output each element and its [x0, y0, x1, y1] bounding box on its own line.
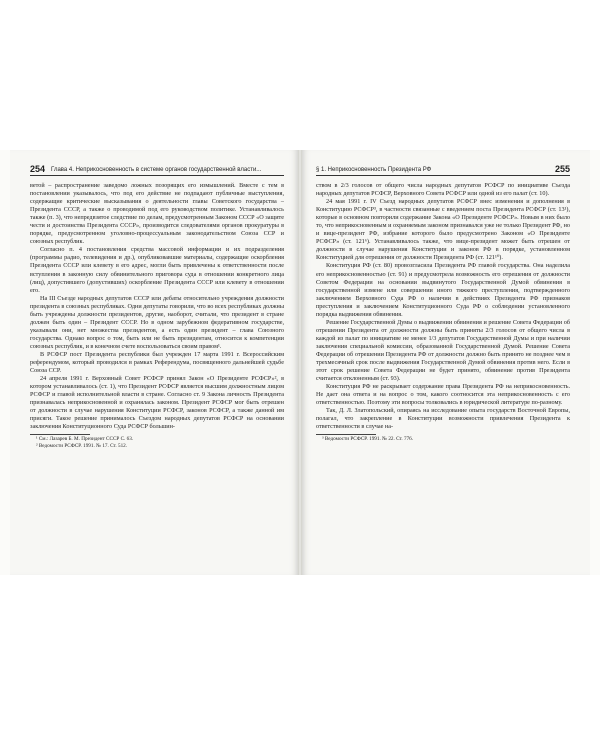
paragraph: 24 апреля 1991 г. Верховный Совет РСФСР принял Закон «О Президенте РСФСР»², в котором устанавливалось (ст. 1), что Президент РСФСР является высшим должностным лицом РСФСР и главой исполнительной власти в стране. Согласно ст. 9 Закона личность Президента признавалась неприкосновенной и охранялась законом. Президент РСФСР мог быть отрешен от должности в случае нарушения Конституции РСФСР, законов РСФСР, а также данной им присяги. Такое решение принималось Съездом народных депутатов РСФСР на основании заключения Конституционного Суда РСФСР большин-: [30, 375, 284, 431]
paragraph: ством в 2/3 голосов от общего числа народных депутатов РСФСР по инициативе Съезда народных депутатов РСФСР, Верховного Совета РСФСР или одной из его палат (ст. 10).: [316, 182, 570, 198]
footnote-rule: [316, 434, 376, 435]
paragraph: Согласно п. 4 постановления средства массовой информации и их подразделения (программы радио, телевидения и др.), опубликовавшие материалы, содержащие оскорбления Президента СССР или клевету в его адрес, могли быть привлечены к ответственности после вступления в законную силу обвинительного приговора суда в отношении конкретного лица (лиц), допустившего (допустивших) оскорбление Президента СССР или клевету в отношении его.: [30, 246, 284, 294]
right-running-head: § 1. Неприкосновенность Президента РФ: [316, 167, 432, 173]
background-top: [0, 0, 600, 150]
paragraph: Конституция РФ не раскрывает содержание права Президента РФ на неприкосновенность. Не дает она ответа и на вопрос о том, какого соотносится эта неприкосновенность с его ответственностью. Поэтому эти вопросы толковались в юридической литературе по-разному.: [316, 383, 570, 407]
paragraph: Конституция РФ (ст. 80) провозгласила Президента РФ главой государства. Она наделила его неприкосновенностью (ст. 91) и предусмотрела возможность его отрешения от должности Советом Федерации на основании выдвинутого Государственной Думой обвинения в государственной измене или совершении иного тяжкого преступления, подтвержденного заключением Верховного Суда РФ о наличии в действиях Президента РФ признаков преступления и заключением Конституционного Суда РФ о соблюдении установленного порядка выдвижения обвинения.: [316, 262, 570, 318]
paragraph: В РСФСР пост Президента республики был учрежден 17 марта 1991 г. Всероссийским референдумом, который проводился в рамках Референдума, посвященного дальнейшей судьбе Союза ССР.: [30, 350, 284, 375]
paragraph: На III Съезде народных депутатов СССР или дебаты относительно учреждения должности президента в союзных республиках. Одни депутаты говорили, что во всех республиках должны быть учреждены должности президентов, другие, наоборот, считали, что президент в стране должен быть один – Президент СССР. Но в одном зарубежном федеративном государстве, указывали они, нет множества президентов, а есть один президент – глава Союзного государства. Однако вопрос о том, быть или не быть президентам, относится к компетенции союзных республик, и в конечном счете воспользоваться своим правом¹.: [30, 294, 284, 350]
left-page-body: [30, 182, 284, 450]
left-page-header: [30, 162, 284, 176]
paragraph: Так, Д. Л. Златопольский, опираясь на исследование опыта государств Восточной Европы, полагал, что закрепление в Конституции возможности привлечения Президента к ответственности в случае на-: [316, 407, 570, 431]
footnote: ¹ См.: Лазарев Б. М. Президент СССР С. 63.: [36, 436, 134, 443]
background-bottom: [0, 575, 600, 750]
right-page: [302, 150, 590, 575]
paragraph: 24 мая 1991 г. IV Съезд народных депутатов РСФСР внес изменения и дополнения в Конституцию РСФСР³, в частности связанные с введением поста Президента РСФСР (ст. 13¹), которые в основном повторили содержание Закона «О Президенте РСФСР». Новым в них было то, что неприкосновенным и охраняемым законом признавался уже не только Президент РФ, но и вице-президент РФ, избрание которого было предусмотрено Законом «О Президенте РСФСР» (ст. 121⁶). Устанавливалось также, что вице-президент может быть отрешен от должности в случае нарушения Конституции и законов РФ в порядке, установленном Конституцией для отрешения от должности Президента РФ (ст. 121¹⁰).: [316, 198, 570, 262]
left-page-number: 254: [30, 164, 46, 174]
footnote: ³ Ведомости РСФСР. 1991. № 22. Ст. 776.: [322, 436, 414, 443]
right-page-number: 255: [554, 164, 570, 174]
paragraph: ветой – распространение заведомо ложных позорящих его измышлений. Вместе с тем в постановлении указывалось, что под его действие не подпадают публичные выступления, содержащие критические высказывания о деятельности главы Советского государства – Президента СССР, а также о проводимой под его руководством политике. Устанавливалось также (п. 3), что непредвзятое следствие по делам, предусмотренным Законом СССР «О защите чести и достоинства Президента СССР», производится следователями органов прокуратуры в порядке, предусмотренном уголовно-процессуальным законодательством Союза ССР и союзных республик.: [30, 182, 284, 246]
footnote-rule: [30, 434, 90, 435]
right-page-body: [316, 182, 570, 443]
left-page: [10, 150, 298, 575]
paragraph: Решение Государственной Думы о выдвижении обвинения и решение Совета Федерации об отрешении Президента от должности должны быть приняты 2/3 голосов от общего числа в каждой из палат по инициативе не менее 1/3 депутатов Государственной Думы и при наличии заключения специальной комиссии, образованной Государственной Думой. Решение Совета Федерации об отрешении Президента РФ от должности должно быть принято не позднее чем в трехмесячный срок после выдвижения Государственной Думой обвинения против него. Если в этот срок решение Совета Федерации не будет принято, обвинение против Президента считается отклоненным (ст. 93).: [316, 318, 570, 383]
left-running-head: Глава 4. Неприкосновенность в системе органов государственной власти...: [51, 167, 262, 173]
footnote: ² Ведомости РСФСР. 1991. № 17. Ст. 512.: [36, 443, 128, 450]
right-page-header: [316, 162, 570, 176]
